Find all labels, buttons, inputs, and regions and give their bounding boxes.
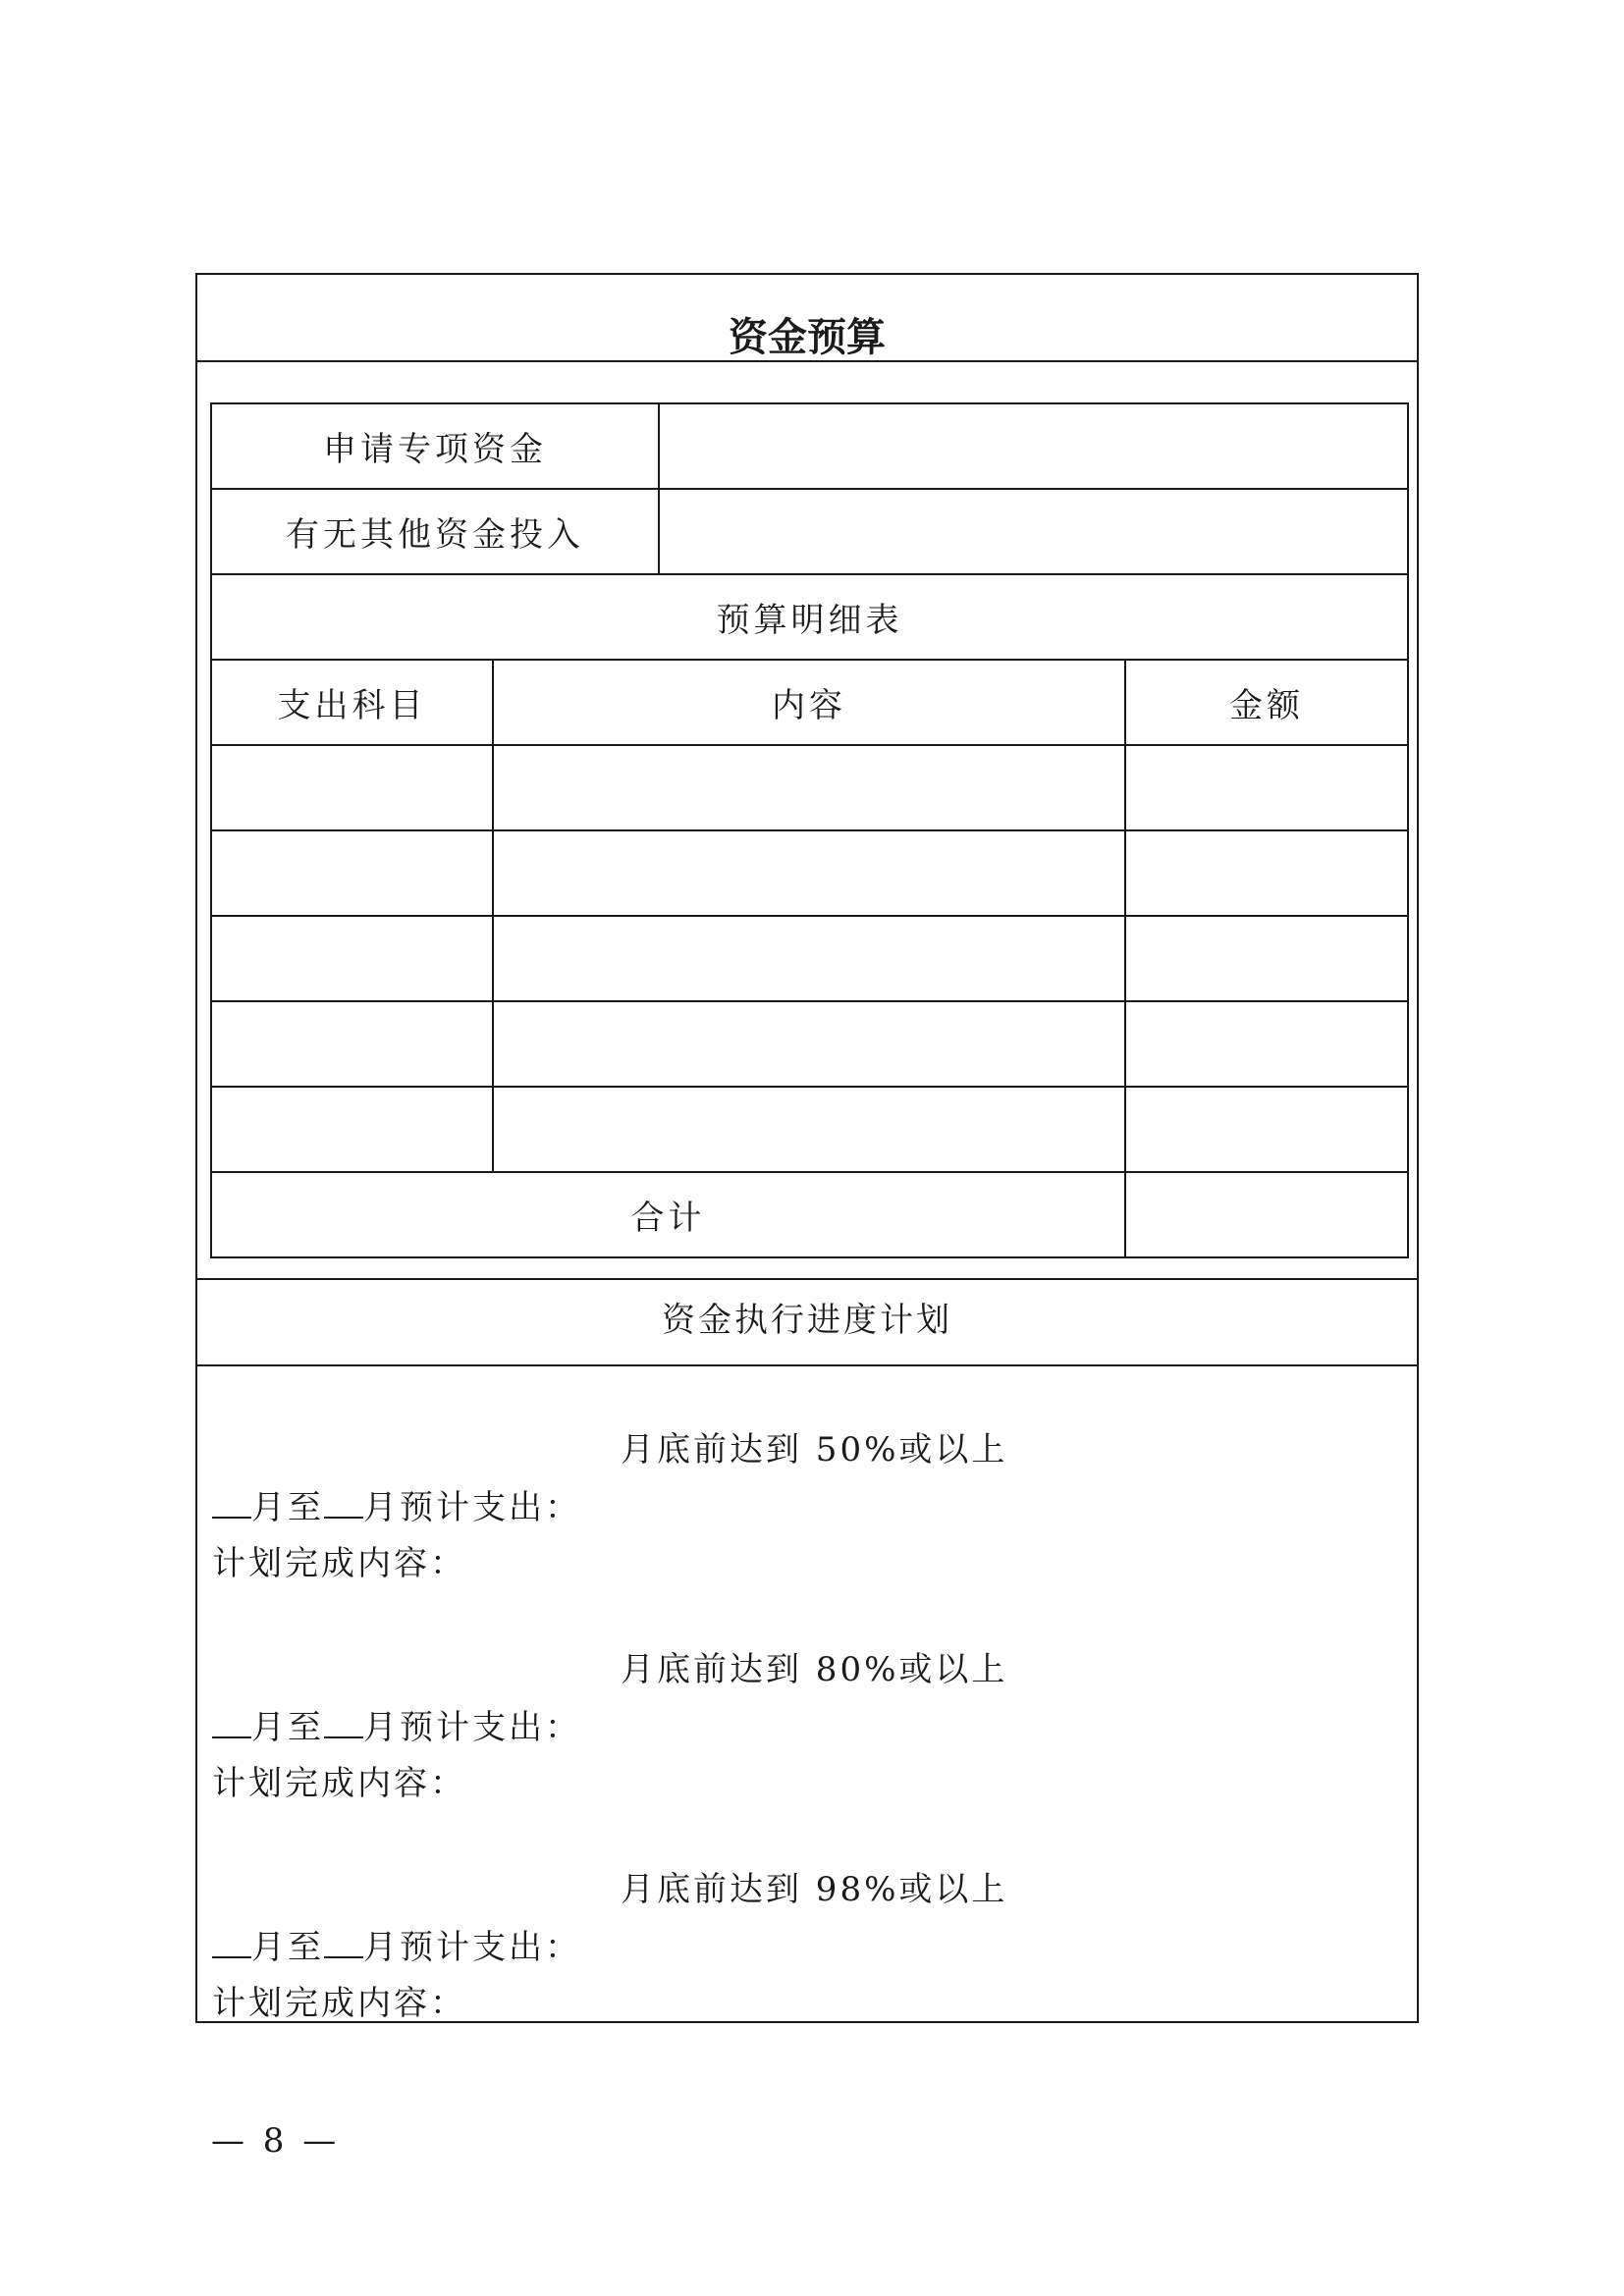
month-blank[interactable] (212, 1491, 251, 1519)
table-cell[interactable] (1125, 745, 1408, 830)
table-cell[interactable] (1125, 916, 1408, 1001)
milestone-spend-line (212, 1928, 1390, 1967)
label-cell-special-fund: 申请专项资金 (211, 403, 659, 489)
spend-text: 月至 (251, 1928, 324, 1967)
table-row (211, 1087, 1408, 1172)
input-cell-special-fund[interactable] (659, 403, 1408, 489)
table-cell[interactable] (211, 1001, 493, 1087)
column-header-amount: 金额 (1125, 660, 1408, 745)
spend-text: 月至 (251, 1488, 324, 1527)
table-row (211, 403, 1408, 489)
table-row (211, 916, 1408, 1001)
milestone-content-line: 计划完成内容： (212, 1544, 466, 1583)
page-title: 资金预算 (729, 314, 886, 360)
column-header-category: 支出科目 (211, 660, 493, 745)
table-cell[interactable] (1125, 830, 1408, 916)
table-cell[interactable] (1125, 1087, 1408, 1172)
month-blank[interactable] (324, 1931, 363, 1958)
month-blank[interactable] (212, 1711, 251, 1738)
table-cell[interactable] (493, 1001, 1125, 1087)
table-row (211, 1172, 1408, 1257)
milestone-spend-line (212, 1708, 1390, 1747)
milestone-content-line: 计划完成内容： (212, 1984, 466, 2023)
table-cell[interactable] (211, 1087, 493, 1172)
spend-text: 月至 (251, 1708, 324, 1747)
column-header-content: 内容 (493, 660, 1125, 745)
table-cell[interactable] (1125, 1001, 1408, 1087)
milestone-target: 月底前达到 98%或以上 (621, 1870, 1008, 1909)
milestone-target: 月底前达到 80%或以上 (621, 1650, 1008, 1689)
divider (197, 1364, 1417, 1366)
month-blank[interactable] (324, 1491, 363, 1519)
schedule-title: 资金执行进度计划 (662, 1301, 952, 1340)
table-row (211, 830, 1408, 916)
table-row (211, 489, 1408, 574)
divider (197, 360, 1417, 362)
month-blank[interactable] (212, 1931, 251, 1958)
table-cell[interactable] (493, 745, 1125, 830)
table-cell[interactable] (211, 830, 493, 916)
table-row (211, 1001, 1408, 1087)
month-blank[interactable] (324, 1711, 363, 1738)
spend-suffix: 月预计支出： (363, 1708, 581, 1747)
label-cell-other-fund: 有无其他资金投入 (211, 489, 659, 574)
table-cell[interactable] (211, 745, 493, 830)
total-label: 合计 (211, 1172, 1125, 1257)
milestone-content-line: 计划完成内容： (212, 1764, 466, 1803)
spend-suffix: 月预计支出： (363, 1928, 581, 1967)
table-row (211, 574, 1408, 660)
total-value[interactable] (1125, 1172, 1408, 1257)
table-cell[interactable] (211, 916, 493, 1001)
spend-suffix: 月预计支出： (363, 1488, 581, 1527)
page-number: — 8 — (211, 2121, 341, 2161)
detail-title: 预算明细表 (211, 574, 1408, 660)
table-cell[interactable] (493, 1087, 1125, 1172)
table-cell[interactable] (493, 916, 1125, 1001)
table-cell[interactable] (493, 830, 1125, 916)
table-row (211, 745, 1408, 830)
input-cell-other-fund[interactable] (659, 489, 1408, 574)
table-header-row (211, 660, 1408, 745)
milestone-spend-line (212, 1488, 1390, 1527)
milestone-target: 月底前达到 50%或以上 (621, 1430, 1008, 1469)
divider (197, 1278, 1417, 1280)
budget-table (210, 402, 1409, 1258)
